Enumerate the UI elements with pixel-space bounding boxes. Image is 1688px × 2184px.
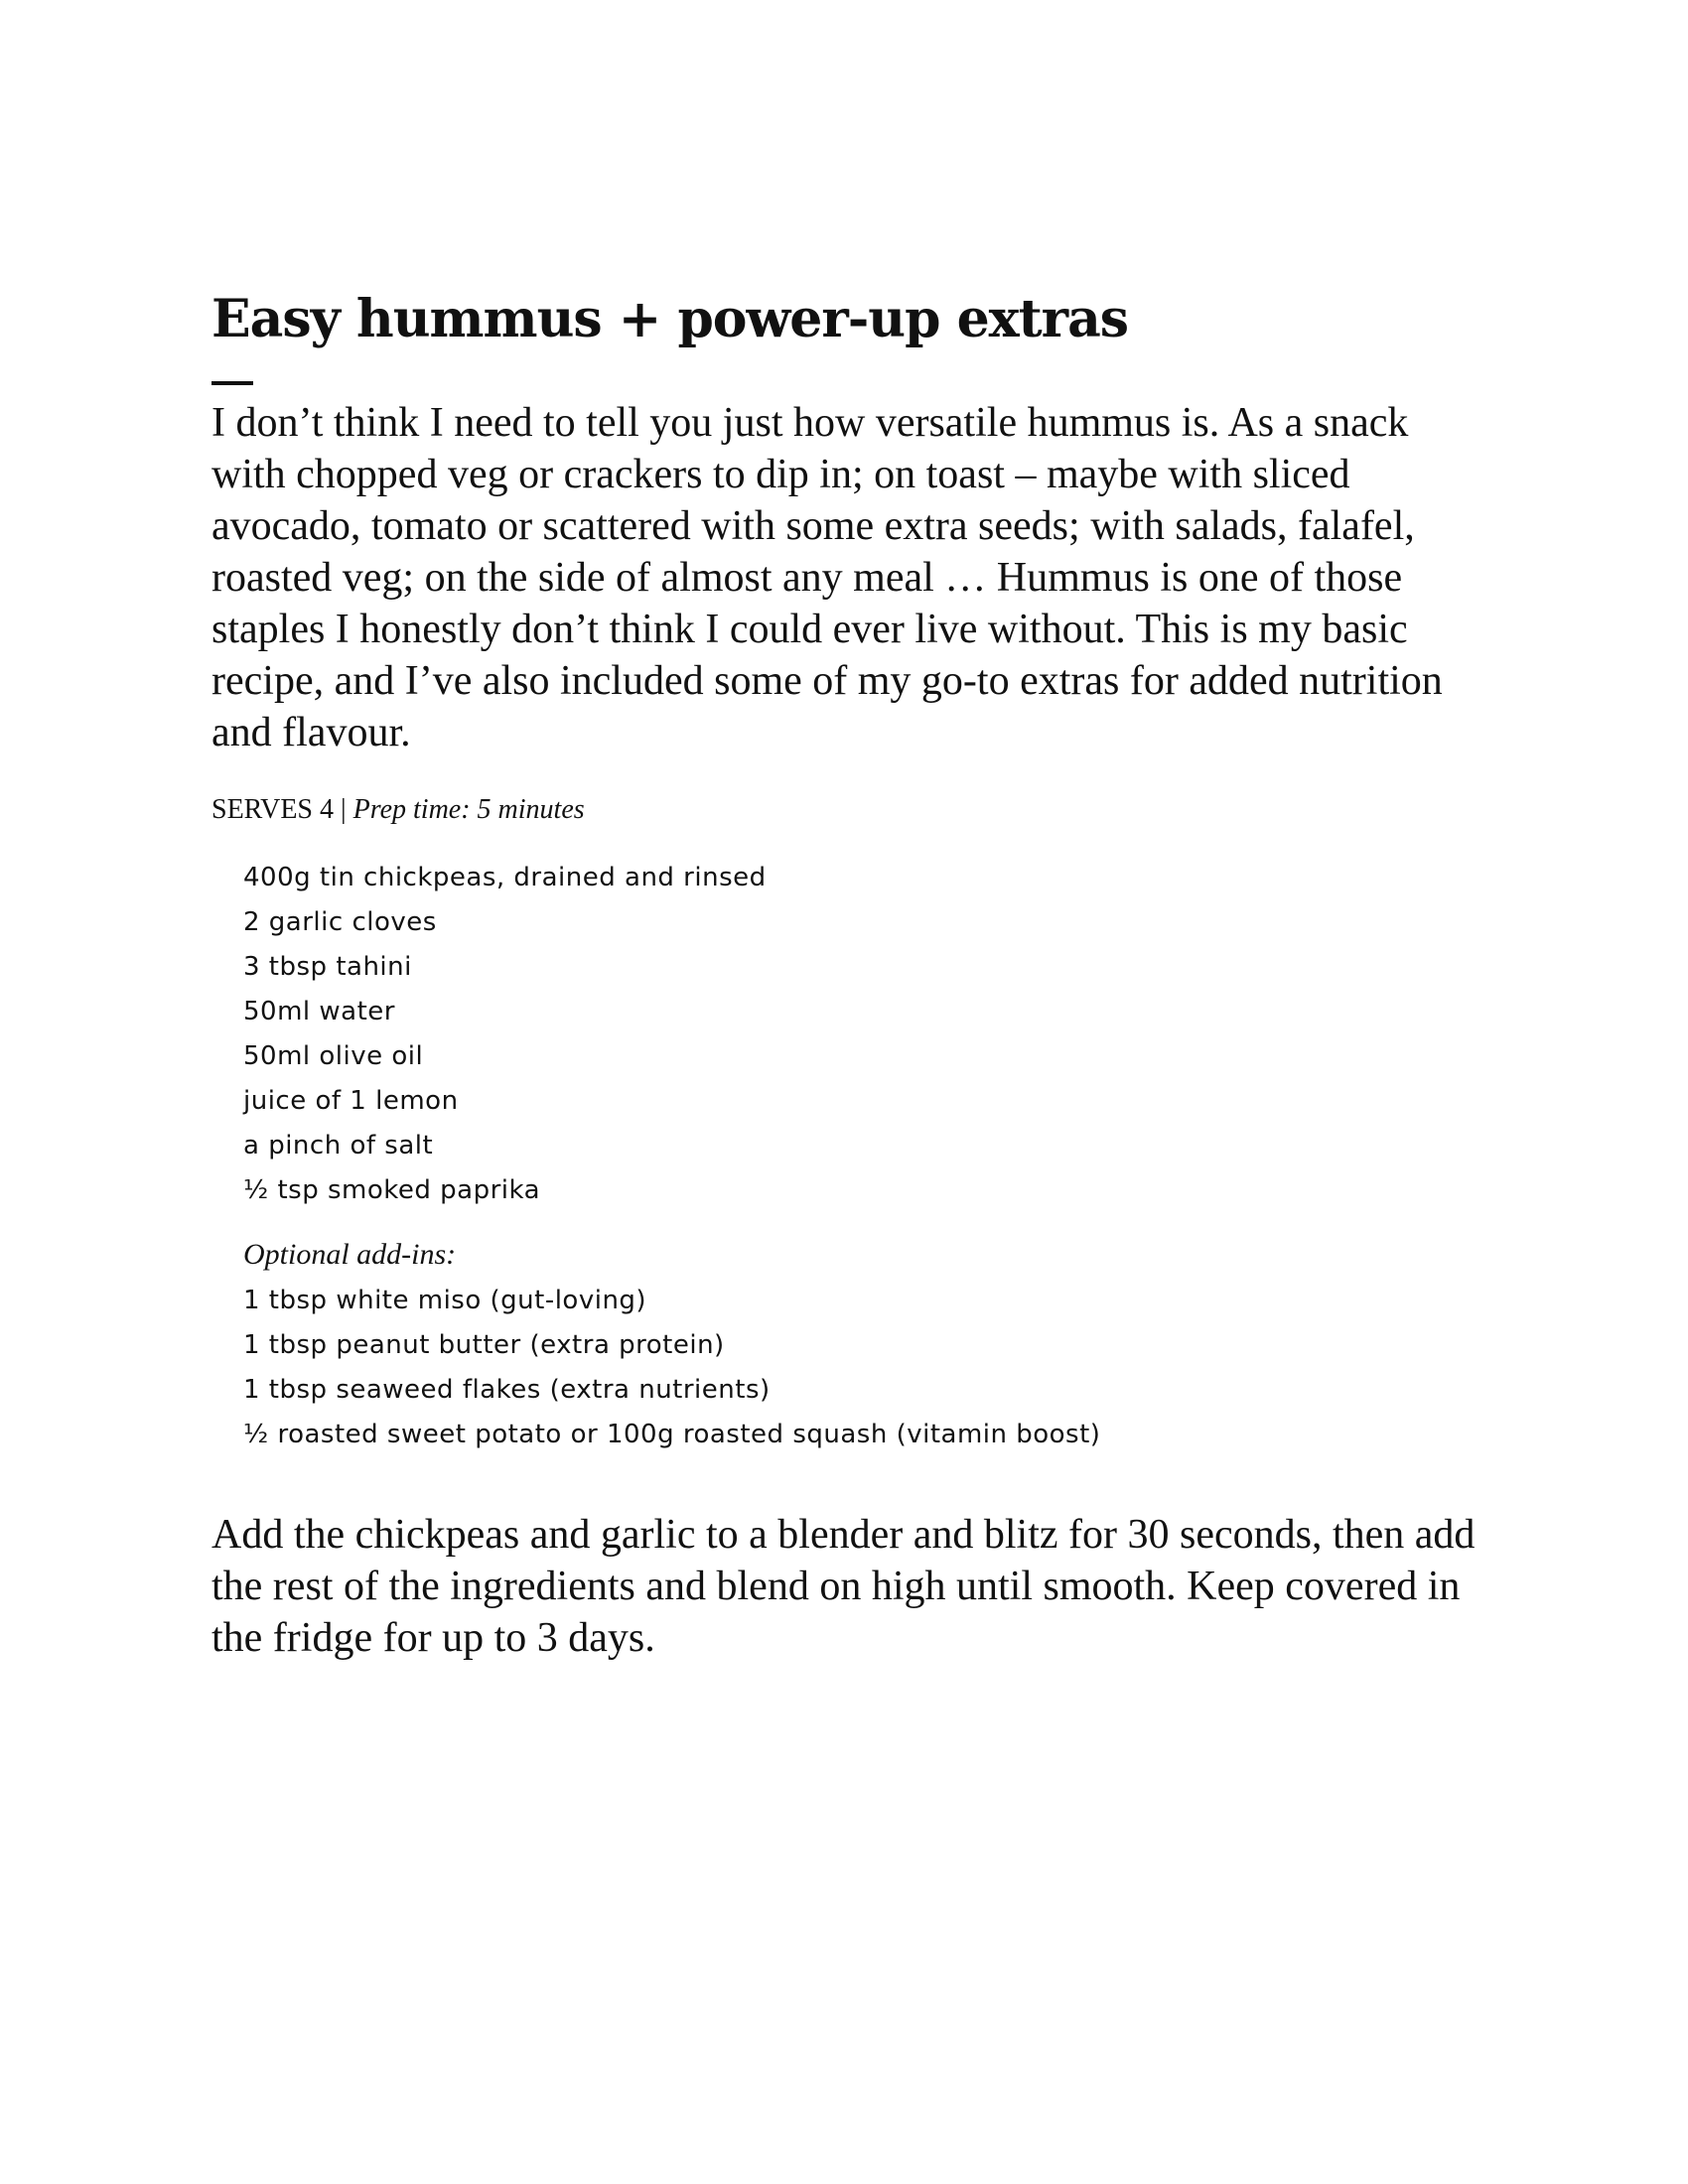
ingredient-item: 3 tbsp tahini: [243, 952, 412, 982]
ingredient-item: ½ tsp smoked paprika: [243, 1175, 541, 1205]
recipe-page: [211, 288, 1502, 1664]
addin-item: 1 tbsp peanut butter (extra protein): [243, 1330, 725, 1360]
recipe-title: Easy hummus + power-up extras: [211, 289, 1129, 349]
optional-addins-heading: Optional add-ins:: [243, 1238, 457, 1271]
ingredient-item: juice of 1 lemon: [243, 1086, 459, 1116]
serves-label: SERVES 4 |: [211, 794, 347, 825]
ingredient-item: 400g tin chickpeas, drained and rinsed: [243, 863, 767, 892]
prep-time: Prep time: 5 minutes: [352, 794, 585, 825]
recipe-meta: [211, 792, 1502, 828]
addin-item: 1 tbsp white miso (gut-loving): [243, 1286, 647, 1315]
addin-item: ½ roasted sweet potato or 100g roasted squash (vitamin boost): [243, 1420, 1101, 1449]
ingredient-item: a pinch of salt: [243, 1131, 434, 1160]
recipe-method: Add the chickpeas and garlic to a blender and blitz for 30 seconds, then add the rest of the ingredients and blend on high until smooth. Keep covered in the fridge for up to 3 days.: [211, 1512, 1476, 1661]
addin-item: 1 tbsp seaweed flakes (extra nutrients): [243, 1375, 771, 1405]
title-divider: [211, 381, 253, 385]
ingredient-item: 2 garlic cloves: [243, 907, 437, 937]
addin-list: [243, 1279, 1502, 1457]
recipe-intro: I don’t think I need to tell you just how versatile hummus is. As a snack with chopped veg or crackers to dip in; on toast – maybe with sliced avocado, tomato or scattered with some extra seeds; with salads, falafel, roasted veg; on the side of almost any meal … Hummus is one of those staples I honestly don’t think I could ever live without. This is my basic recipe, and I’ve also included some of my go-to extras for added nutrition and flavour.: [211, 400, 1443, 755]
ingredient-item: 50ml olive oil: [243, 1041, 424, 1071]
ingredient-list: [243, 856, 1502, 1213]
ingredient-item: 50ml water: [243, 997, 395, 1026]
